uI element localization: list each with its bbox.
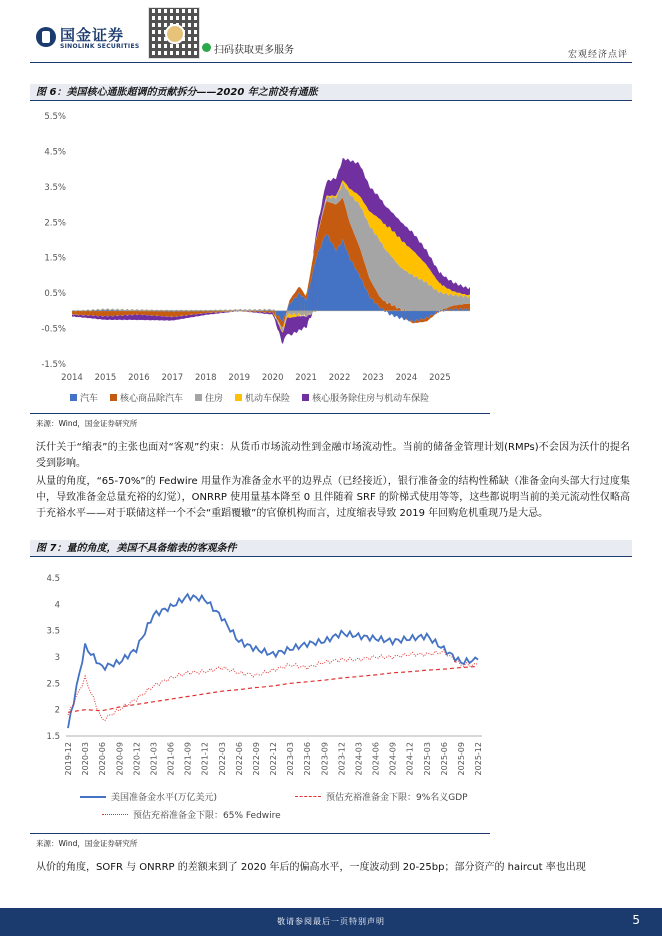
company-name-en: SINOLINK SECURITIES xyxy=(60,43,140,50)
x-tick-label: 2022-03 xyxy=(217,742,227,776)
legend-item xyxy=(295,790,468,803)
legend-item xyxy=(70,391,98,404)
figure6-source-divider xyxy=(30,413,490,414)
y-tick-label: 4.5 xyxy=(46,574,60,584)
legend-item xyxy=(110,391,183,404)
y-tick-label: 3.5% xyxy=(44,182,66,193)
legend-swatch xyxy=(70,394,77,401)
x-tick-label: 2021 xyxy=(295,373,317,383)
figure7-source: 来源：Wind，国金证券研究所 xyxy=(36,839,138,848)
figure7-source-divider xyxy=(30,833,490,834)
y-tick-label: 2.5 xyxy=(46,679,60,690)
figure6-legend xyxy=(70,391,500,404)
x-tick-label: 2021-09 xyxy=(183,742,193,776)
x-tick-label: 2025 xyxy=(429,373,451,383)
legend-label: 核心商品除汽车 xyxy=(120,394,184,404)
x-tick-label: 2023-03 xyxy=(286,742,296,776)
x-tick-label: 2020-12 xyxy=(132,742,142,776)
legend-line xyxy=(102,814,128,815)
legend-label: 汽车 xyxy=(80,394,99,404)
x-tick-label: 2017 xyxy=(161,373,184,383)
x-tick-label: 2020-09 xyxy=(115,742,125,776)
line-series-2 xyxy=(68,650,478,721)
x-tick-label: 2019 xyxy=(228,373,251,383)
legend-label: 机动车保险 xyxy=(245,394,291,404)
company-logo-icon xyxy=(36,27,56,47)
x-tick-label: 2024-06 xyxy=(371,742,381,776)
footer-disclaimer[interactable]: 敬请参阅最后一页特别声明 xyxy=(277,917,385,926)
legend-swatch xyxy=(195,394,202,401)
x-tick-label: 2022-12 xyxy=(269,742,278,776)
legend-item xyxy=(235,391,290,404)
x-tick-label: 2025-06 xyxy=(439,742,449,776)
figure6-title: 图 6：美国核心通胀超调的贡献拆分——2020 年之前没有通胀 xyxy=(30,84,632,101)
y-tick-label: 1.5% xyxy=(44,253,66,264)
x-tick-label: 2016 xyxy=(128,373,150,383)
x-tick-label: 2020-06 xyxy=(98,742,108,776)
x-tick-label: 2021-03 xyxy=(149,742,159,776)
x-tick-label: 2023-09 xyxy=(320,742,330,776)
paragraph-2: 从量的角度，“65-70%”的 Fedwire 用量作为准备金水平的边界点（已经接近），银行准备金的结构性稀缺（准备金向头部大行过度集中，导致准备金总量充裕的幻觉），ONRRP 使用量基本降至 0 且伴随着 SRF 的阶梯式使用等等，这些都说明当前的美元流动性仅略高于充裕水平——对于联储这样一个不会“重蹈覆辙”的官僚机构而言，过度缩表导致 2019 年回购危机重现乃是大忌。 xyxy=(36,476,630,519)
y-tick-label: 3.5 xyxy=(46,626,60,637)
x-tick-label: 2018 xyxy=(194,373,217,383)
line-series-1 xyxy=(68,667,478,713)
x-tick-label: 2022-06 xyxy=(234,742,244,776)
figure6-chart xyxy=(30,104,490,410)
x-tick-label: 2024-12 xyxy=(405,742,415,776)
x-tick-label: 2021-12 xyxy=(200,742,210,776)
y-tick-label: 3 xyxy=(54,653,60,663)
paragraph-1: 沃什关于“缩表”的主张也面对“客观”约束：从货币市场流动性到金融市场流动性。当前的储备金管理计划(RMPs)不会因为沃什的提名受到影响。 xyxy=(36,442,630,469)
legend-line xyxy=(295,796,321,797)
scan-prompt: 扫码获取更多服务 xyxy=(214,45,294,56)
line-series-0 xyxy=(68,594,478,728)
page-number: 5 xyxy=(632,913,640,927)
x-tick-label: 2024-09 xyxy=(388,742,398,776)
x-tick-label: 2015 xyxy=(94,373,117,383)
x-tick-label: 2024-03 xyxy=(354,742,364,776)
legend-label: 美国准备金水平(万亿美元) xyxy=(111,793,218,803)
legend-label: 预估充裕准备金下限：65% Fedwire xyxy=(133,811,281,821)
x-tick-label: 2025-12 xyxy=(474,742,483,776)
y-tick-label: 2.5% xyxy=(44,218,66,229)
x-tick-label: 2020-03 xyxy=(81,742,91,776)
legend-label: 核心服务除住房与机动车保险 xyxy=(312,394,430,404)
company-name-cn: 国金证券 xyxy=(60,26,125,44)
legend-swatch xyxy=(110,394,117,401)
y-tick-label: 4 xyxy=(54,600,60,611)
wechat-icon xyxy=(202,43,211,52)
figure7-title: 图 7：量的角度，美国不具备缩表的客观条件 xyxy=(30,540,632,557)
y-tick-label: -1.5% xyxy=(41,360,66,370)
x-tick-label: 2014 xyxy=(61,373,83,383)
x-tick-label: 2019-12 xyxy=(64,742,73,776)
paragraph-3: 从价的角度，SOFR 与 ONRRP 的差额来到了 2020 年后的偏高水平，一度波动到 20-25bp；部分资产的 haircut 率也出现 xyxy=(36,862,586,873)
x-tick-label: 2025-09 xyxy=(456,742,466,776)
x-tick-label: 2025-03 xyxy=(422,742,432,776)
y-tick-label: -0.5% xyxy=(41,324,66,335)
x-tick-label: 2021-06 xyxy=(166,742,176,776)
legend-swatch xyxy=(302,394,309,401)
header-divider xyxy=(30,62,632,63)
legend-item xyxy=(302,391,429,404)
legend-item xyxy=(80,790,217,803)
y-tick-label: 5.5% xyxy=(44,112,66,122)
x-tick-label: 2023 xyxy=(362,373,384,383)
legend-label: 预估充裕准备金下限：9%名义GDP xyxy=(326,793,468,803)
legend-line xyxy=(80,796,106,798)
x-tick-label: 2022 xyxy=(328,373,351,383)
legend-label: 住房 xyxy=(205,394,224,404)
qr-center-logo-icon xyxy=(165,24,185,44)
y-tick-label: 1.5 xyxy=(46,732,60,742)
legend-item xyxy=(102,808,281,821)
x-tick-label: 2020 xyxy=(261,373,284,383)
y-tick-label: 4.5% xyxy=(44,147,66,158)
report-type: 宏观经济点评 xyxy=(567,50,628,60)
x-tick-label: 2023-06 xyxy=(303,742,313,776)
y-tick-label: 2 xyxy=(54,705,60,716)
x-tick-label: 2022-09 xyxy=(251,742,261,776)
legend-swatch xyxy=(235,394,242,401)
figure6-source: 来源：Wind，国金证券研究所 xyxy=(36,419,138,428)
figure7-chart xyxy=(30,560,490,790)
legend-item xyxy=(195,391,223,404)
x-tick-label: 2023-12 xyxy=(337,742,347,776)
x-tick-label: 2024 xyxy=(395,373,418,383)
y-tick-label: 0.5% xyxy=(44,289,66,300)
